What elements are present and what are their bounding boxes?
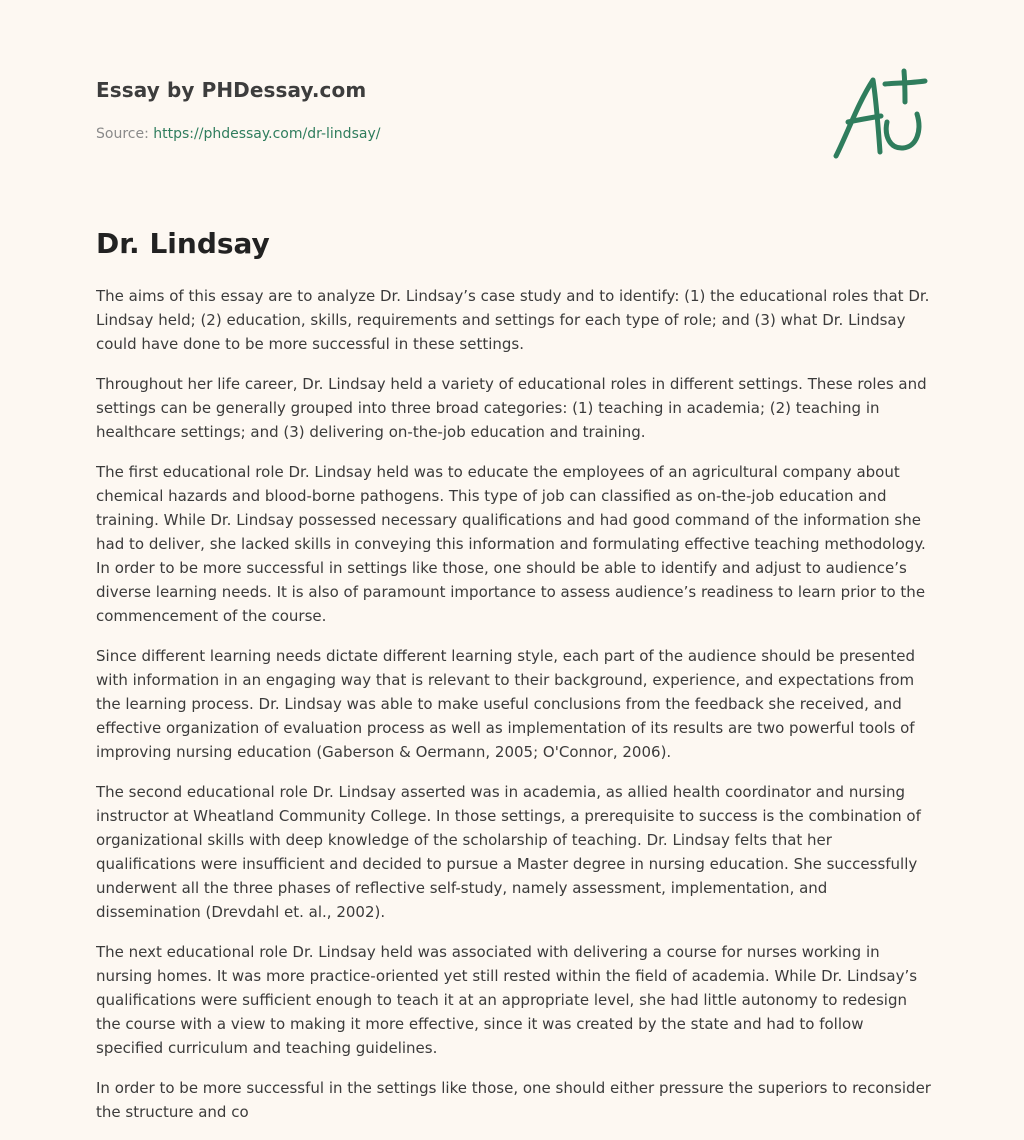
article-title: Dr. Lindsay xyxy=(96,227,270,260)
body-paragraph: The second educational role Dr. Lindsay asserted was in academia, as allied health coordinator and nursing instructor at Wheatland Community College. In those settings, a prerequisite to success is the combination of organizational skills with deep knowledge of the scholarship of teaching. Dr. Lindsay felts that her qualifications were insufficient and decided to pursue a Master degree in nursing education. She successfully underwent all the three phases of reflective self-study, namely assessment, implementation, and dissemination (Drevdahl et. al., 2002). xyxy=(96,783,921,921)
body-paragraph: The next educational role Dr. Lindsay held was associated with delivering a course for nurses working in nursing homes. It was more practice-oriented yet still rested within the field of academia. While Dr. Lindsay’s qualifications were sufficient enough to teach it at an appropriate level, she had little autonomy to redesign the course with a view to making it more effective, since it was created by the state and had to follow specified curriculum and teaching guidelines. xyxy=(96,943,918,1057)
source-link[interactable]: https://phdessay.com/dr-lindsay/ xyxy=(153,126,381,142)
source-line xyxy=(96,124,932,144)
body-paragraph: In order to be more successful in the settings like those, one should either pressure the superiors to reconsider the structure and co xyxy=(96,1079,931,1121)
body-paragraph: Since different learning needs dictate different learning style, each part of the audience should be presented with information in an engaging way that is relevant to their background, experience, and expectations from the learning process. Dr. Lindsay was able to make useful conclusions from the feedback she received, and effective organization of evaluation process as well as implementation of its results are two powerful tools of improving nursing education (Gaberson & Oermann, 2005; O'Connor, 2006). xyxy=(96,647,915,761)
body-paragraph: Throughout her life career, Dr. Lindsay held a variety of educational roles in different settings. These roles and settings can be generally grouped into three broad categories: (1) teaching in academia; (2) teaching in healthcare settings; and (3) delivering on-the-job education and training. xyxy=(96,375,927,441)
page-header xyxy=(96,76,932,156)
body-paragraph: The aims of this essay are to analyze Dr. Lindsay’s case study and to identify: (1) the educational roles that Dr. Lindsay held; (2) education, skills, requirements and settings for each type of role; and (3) what Dr. Lindsay could have done to be more successful in these settings. xyxy=(96,287,930,353)
a-plus-icon xyxy=(824,68,932,166)
source-label: Source: xyxy=(96,126,149,142)
essay-page xyxy=(96,0,932,1140)
article-body xyxy=(96,284,932,1140)
site-brand: Essay by PHDessay.com xyxy=(96,78,367,102)
body-paragraph: The first educational role Dr. Lindsay held was to educate the employees of an agricultural company about chemical hazards and blood-borne pathogens. This type of job can classified as on-the-job education and training. While Dr. Lindsay possessed necessary qualifications and had good command of the information she had to deliver, she lacked skills in conveying this information and formulating effective teaching methodology. In order to be more successful in settings like those, one should be able to identify and adjust to audience’s diverse learning needs. It is also of paramount importance to assess audience’s readiness to learn prior to the commencement of the course. xyxy=(96,463,926,625)
